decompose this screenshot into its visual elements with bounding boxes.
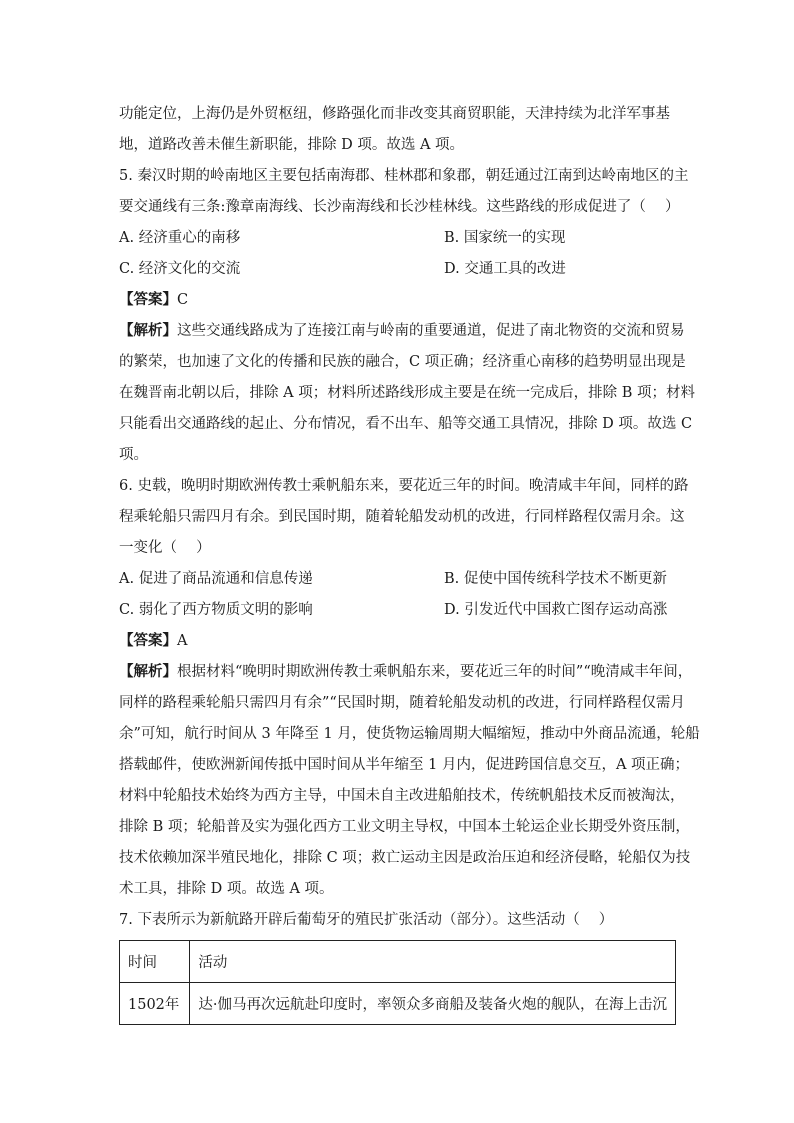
answer-value: C xyxy=(177,292,189,308)
text-line: 只能看出交通路线的起止、分布情况，看不出车、船等交通工具情况，排除 D 项。故选 C xyxy=(119,416,693,432)
text-line: 余”可知，航行时间从 3 年降至 1 月，使货物运输周期大幅缩短，推动中外商品流通，轮船 xyxy=(119,726,700,742)
text-line: 在魏晋南北朝以后，排除 A 项；材料所述路线形成主要是在统一完成后，排除 B 项；材料 xyxy=(119,385,696,401)
text-line: 术工具，排除 D 项。故选 A 项。 xyxy=(119,881,334,897)
question-6-stem: 一变化（ ） xyxy=(119,540,211,556)
text-line: 地，道路改善未催生新职能，排除 D 项。故选 A 项。 xyxy=(119,137,465,153)
question-6-stem: 程乘轮船只需四月有余。到民国时期，随着轮船发动机的改进，行同样路程仅需月余。这 xyxy=(119,509,685,525)
text-line: 搭载邮件，使欧洲新闻传抵中国时间从半年缩至 1 月内，促进跨国信息交互，A 项正确； xyxy=(119,757,690,773)
answer-label: 【答案】 xyxy=(119,632,177,649)
question-7-stem: 7. 下表所示为新航路开辟后葡萄牙的殖民扩张活动（部分）。这些活动（ ） xyxy=(119,912,614,928)
answer-value: A xyxy=(177,633,188,649)
table-cell: 1502年 xyxy=(120,983,190,1025)
table-header-row xyxy=(120,941,676,983)
option-c: C. 经济文化的交流 xyxy=(119,261,241,277)
option-a: A. 促进了商品流通和信息传递 xyxy=(119,571,313,587)
question-5-stem: 要交通线有三条:豫章南海线、长沙南海线和长沙桂林线。这些路线的形成促进了（ ） xyxy=(119,199,680,215)
table-header-cell: 活动 xyxy=(190,941,676,983)
text-line: 项。 xyxy=(119,447,148,463)
option-a: A. 经济重心的南移 xyxy=(119,230,241,246)
text-line: 同样的路程乘轮船只需四月有余”“民国时期，随着轮船发动机的改进，行同样路程仅需月 xyxy=(119,695,685,711)
question-6-stem: 6. 史载，晚明时期欧洲传教士乘帆船东来，要花近三年的时间。晚清咸丰年间，同样的路 xyxy=(119,478,689,494)
text-line: 排除 B 项；轮船普及实为强化西方工业文明主导权，中国本土轮运企业长期受外资压制， xyxy=(119,819,690,835)
activity-table xyxy=(119,940,676,1025)
text-line: 材料中轮船技术始终为西方主导，中国未自主改进船舶技术，传统帆船技术反而被淘汰， xyxy=(119,788,685,804)
answer-line xyxy=(119,631,679,651)
option-d: D. 引发近代中国救亡图存运动高涨 xyxy=(444,602,668,618)
table-row xyxy=(120,983,676,1025)
analysis-label: 【解析】 xyxy=(119,322,177,339)
text-line: 技术依赖加深半殖民地化，排除 C 项；救亡运动主因是政治压迫和经济侵略，轮船仅为技 xyxy=(119,850,691,866)
table-cell: 达·伽马再次远航赴印度时，率领众多商船及装备火炮的舰队，在海上击沉 xyxy=(190,983,676,1025)
table-header-cell: 时间 xyxy=(120,941,190,983)
option-c: C. 弱化了西方物质文明的影响 xyxy=(119,602,313,618)
answer-label: 【答案】 xyxy=(119,291,177,308)
analysis-text: 这些交通线路成为了连接江南与岭南的重要通道，促进了南北物资的交流和贸易 xyxy=(177,323,685,339)
option-d: D. 交通工具的改进 xyxy=(444,261,566,277)
text-line: 功能定位，上海仍是外贸枢纽，修路强化而非改变其商贸职能，天津持续为北洋军事基 xyxy=(119,106,670,122)
option-b: B. 促使中国传统科学技术不断更新 xyxy=(444,571,667,587)
analysis-line xyxy=(119,662,693,682)
analysis-label: 【解析】 xyxy=(119,663,177,680)
text-line: 的繁荣，也加速了文化的传播和民族的融合，C 项正确；经济重心南移的趋势明显出现是 xyxy=(119,354,686,370)
analysis-text: 根据材料“晚明时期欧洲传教士乘帆船东来，要花近三年的时间”“晚清咸丰年间， xyxy=(177,664,693,680)
answer-line xyxy=(119,290,679,310)
analysis-line xyxy=(119,321,685,341)
option-b: B. 国家统一的实现 xyxy=(444,230,566,246)
question-5-stem: 5. 秦汉时期的岭南地区主要包括南海郡、桂林郡和象郡，朝廷通过江南到达岭南地区的主 xyxy=(119,168,689,184)
